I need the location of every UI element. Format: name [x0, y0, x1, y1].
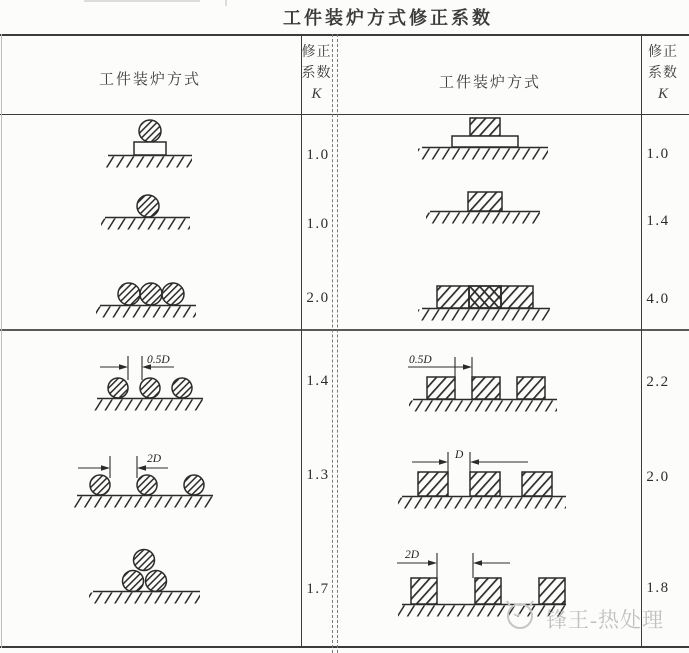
- k-value: 1.3: [306, 467, 330, 483]
- coef-word-2: 系数: [301, 66, 332, 81]
- k-value: 1.4: [306, 373, 330, 389]
- k-value: 4.0: [646, 291, 670, 307]
- spacing-label: 2D: [405, 549, 420, 561]
- diagram-block-on-hearth: [426, 192, 540, 224]
- spacing-label: 2D: [147, 453, 162, 465]
- diagram-block-on-support-plate: [418, 118, 548, 160]
- k-value: 1.0: [306, 147, 330, 163]
- k-value: 1.7: [306, 581, 330, 597]
- k-value: 1.0: [646, 146, 670, 162]
- coef-word-1: 修正: [301, 45, 332, 60]
- coef-symbol-K: K: [657, 86, 668, 102]
- k-value: 1.4: [646, 213, 670, 229]
- diagram-three-round-bars-touching: [96, 283, 196, 318]
- diagram-three-blocks-spaced-0.5D: [408, 354, 557, 412]
- coef-word-1: 修正: [648, 45, 678, 60]
- diagram-three-round-bars-spaced-0.5D: [93, 354, 203, 411]
- k-value: 2.0: [306, 290, 330, 306]
- diagram-round-bar-on-support-block: [104, 120, 192, 168]
- k-value: 2.0: [646, 469, 670, 485]
- spacing-label: 0.5D: [409, 354, 432, 366]
- spacing-label: 0.5D: [147, 354, 170, 366]
- k-value: 1.0: [306, 216, 330, 232]
- page-title: 工件装炉方式修正系数: [283, 8, 493, 28]
- coef-word-2: 系数: [648, 66, 678, 81]
- diagram-three-round-bars-stacked-pyramid: [89, 550, 200, 604]
- diagram-three-blocks-spaced-2D: [397, 549, 566, 617]
- k-value: 1.8: [646, 580, 670, 596]
- k-value: 2.2: [646, 374, 670, 390]
- diagram-three-blocks-spaced-D: [398, 449, 566, 509]
- header-left-method: 工件装炉方式: [98, 72, 201, 88]
- coef-symbol-K: K: [311, 86, 322, 102]
- diagram-three-blocks-touching: [418, 286, 550, 321]
- header-right-method: 工件装炉方式: [438, 75, 541, 91]
- diagram-round-bar-on-hearth: [101, 195, 190, 230]
- diagram-three-round-bars-spaced-2D: [73, 453, 213, 508]
- spacing-label: D: [455, 449, 464, 461]
- watermark-text: 锋王-热处理: [546, 608, 664, 632]
